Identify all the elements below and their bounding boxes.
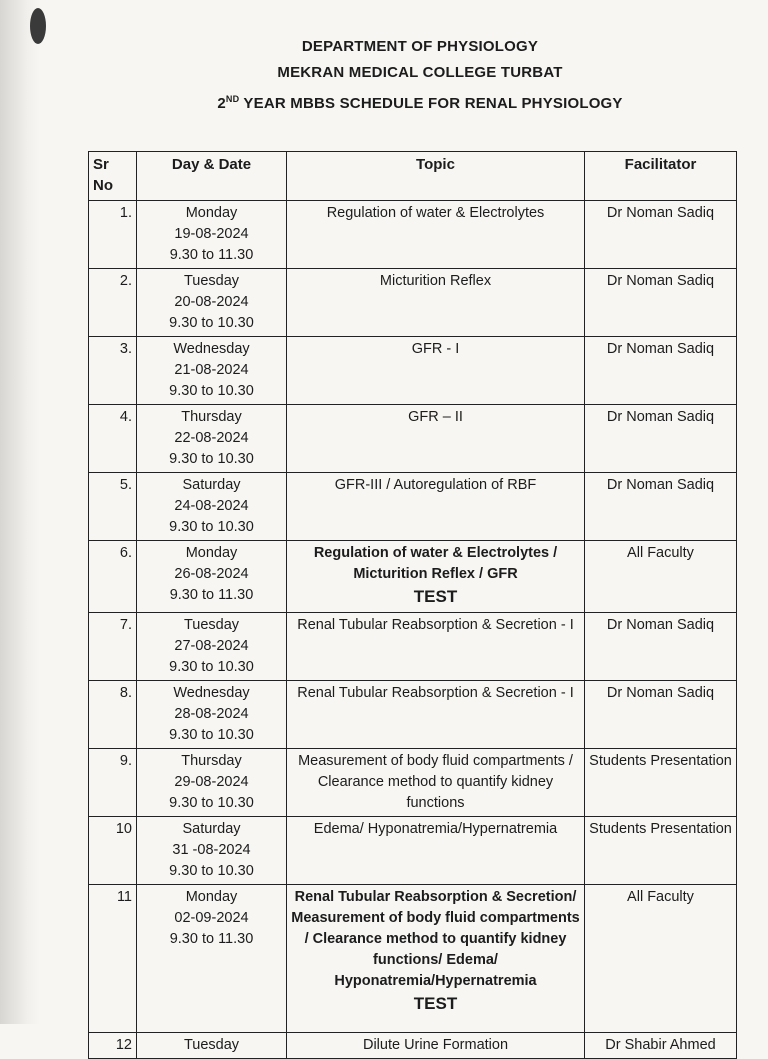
row-date: 31 -08-2024 <box>172 842 251 858</box>
row-topic-text: Renal Tubular Reabsorption & Secretion - I <box>297 617 574 633</box>
row-serial-number: 7. <box>89 613 137 681</box>
row-day: Thursday <box>181 753 242 769</box>
row-topic-text: Renal Tubular Reabsorption & Secretion/ Measurement of body fluid compartments / Clearance method to quantify kidney functions/ Edema/ Hyponatremia/Hypernatremia <box>291 889 580 989</box>
row-day-date <box>137 817 287 885</box>
row-topic <box>287 201 585 269</box>
row-serial-number: 2. <box>89 269 137 337</box>
row-time: 9.30 to 10.30 <box>169 863 254 879</box>
row-time: 9.30 to 10.30 <box>169 795 254 811</box>
row-topic <box>287 1033 585 1059</box>
table-row <box>89 1033 737 1059</box>
row-time: 9.30 to 10.30 <box>169 727 254 743</box>
binder-hole <box>30 8 46 44</box>
row-date: 28-08-2024 <box>174 706 249 722</box>
row-topic-text: GFR – II <box>408 409 463 425</box>
row-time: 9.30 to 11.30 <box>169 931 254 947</box>
row-date: 24-08-2024 <box>174 498 249 514</box>
table-row <box>89 201 737 269</box>
row-facilitator: Students Presentation <box>585 817 737 885</box>
table-row <box>89 885 737 1033</box>
row-day-date <box>137 613 287 681</box>
row-date: 22-08-2024 <box>174 430 249 446</box>
row-facilitator: Dr Noman Sadiq <box>585 681 737 749</box>
row-day-date <box>137 473 287 541</box>
row-date: 27-08-2024 <box>174 638 249 654</box>
row-day-date <box>137 405 287 473</box>
row-day: Monday <box>185 889 238 905</box>
row-facilitator: Dr Noman Sadiq <box>585 405 737 473</box>
row-day-date <box>137 541 287 613</box>
row-date: 21-08-2024 <box>174 362 249 378</box>
row-serial-number: 9. <box>89 749 137 817</box>
schedule-title: 2ND YEAR MBBS SCHEDULE FOR RENAL PHYSIOLOGY <box>217 94 623 112</box>
department-title: DEPARTMENT OF PHYSIOLOGY <box>301 38 539 55</box>
row-topic <box>287 613 585 681</box>
row-day-date <box>137 749 287 817</box>
table-row <box>89 269 737 337</box>
row-day: Wednesday <box>173 341 250 357</box>
row-facilitator: All Faculty <box>585 885 737 1033</box>
table-row <box>89 613 737 681</box>
table-row <box>89 337 737 405</box>
college-title: MEKRAN MEDICAL COLLEGE TURBAT <box>277 64 563 81</box>
row-day-date <box>137 337 287 405</box>
row-serial-number: 10 <box>89 817 137 885</box>
table-row <box>89 541 737 613</box>
row-time: 9.30 to 11.30 <box>169 247 254 263</box>
row-facilitator: Dr Noman Sadiq <box>585 613 737 681</box>
row-topic <box>287 541 585 613</box>
row-date: 20-08-2024 <box>174 294 249 310</box>
row-time: 9.30 to 10.30 <box>169 315 254 331</box>
row-topic <box>287 473 585 541</box>
row-facilitator: Students Presentation <box>585 749 737 817</box>
row-day: Wednesday <box>173 685 250 701</box>
row-serial-number: 11 <box>89 885 137 1033</box>
row-test-label: TEST <box>413 994 458 1013</box>
row-serial-number: 12 <box>89 1033 137 1059</box>
row-day: Tuesday <box>183 617 240 633</box>
row-facilitator: Dr Noman Sadiq <box>585 269 737 337</box>
row-day: Saturday <box>182 477 241 493</box>
row-topic <box>287 269 585 337</box>
row-serial-number: 4. <box>89 405 137 473</box>
row-date: 26-08-2024 <box>174 566 249 582</box>
column-header-facilitator: Facilitator <box>585 152 737 201</box>
row-topic-text: Measurement of body fluid compartments / Clearance method to quantify kidney functions <box>298 753 573 811</box>
row-topic-text: Edema/ Hyponatremia/Hypernatremia <box>313 821 558 837</box>
row-topic-text: Regulation of water & Electrolytes <box>326 205 545 221</box>
row-topic-text: GFR-III / Autoregulation of RBF <box>334 477 537 493</box>
row-time: 9.30 to 10.30 <box>169 659 254 675</box>
row-day: Thursday <box>181 409 242 425</box>
table-header-row <box>89 152 737 201</box>
row-time: 9.30 to 11.30 <box>169 587 254 603</box>
table-row <box>89 749 737 817</box>
row-topic-text: Dilute Urine Formation <box>362 1037 509 1053</box>
table-row <box>89 405 737 473</box>
row-topic-text: Regulation of water & Electrolytes / Micturition Reflex / GFR <box>313 545 558 582</box>
row-facilitator: Dr Noman Sadiq <box>585 337 737 405</box>
schedule-table <box>88 151 737 1059</box>
row-time: 9.30 to 10.30 <box>169 383 254 399</box>
row-time: 9.30 to 10.30 <box>169 451 254 467</box>
row-day-date <box>137 201 287 269</box>
row-serial-number: 6. <box>89 541 137 613</box>
column-header-sr: Sr No <box>89 152 137 201</box>
row-day-date <box>137 681 287 749</box>
row-topic-text: Micturition Reflex <box>379 273 492 289</box>
row-date: 19-08-2024 <box>174 226 249 242</box>
row-facilitator: Dr Noman Sadiq <box>585 201 737 269</box>
row-topic <box>287 405 585 473</box>
row-serial-number: 8. <box>89 681 137 749</box>
row-facilitator: Dr Noman Sadiq <box>585 473 737 541</box>
row-topic <box>287 885 585 1033</box>
document-header <box>100 34 740 117</box>
row-topic <box>287 749 585 817</box>
row-serial-number: 5. <box>89 473 137 541</box>
row-time: 9.30 to 10.30 <box>169 519 254 535</box>
row-day: Monday <box>185 205 238 221</box>
column-header-day: Day & Date <box>137 152 287 201</box>
row-day-date <box>137 269 287 337</box>
row-serial-number: 1. <box>89 201 137 269</box>
row-test-label: TEST <box>413 587 458 606</box>
table-row <box>89 681 737 749</box>
table-row <box>89 817 737 885</box>
row-topic <box>287 681 585 749</box>
row-day: Saturday <box>182 821 241 837</box>
row-topic-text: GFR - I <box>411 341 460 357</box>
row-topic <box>287 337 585 405</box>
row-topic <box>287 817 585 885</box>
row-serial-number: 3. <box>89 337 137 405</box>
row-topic-text: Renal Tubular Reabsorption & Secretion - I <box>297 685 574 701</box>
column-header-topic: Topic <box>287 152 585 201</box>
row-day: Tuesday <box>183 1037 240 1053</box>
row-day: Monday <box>185 545 238 561</box>
row-facilitator: All Faculty <box>585 541 737 613</box>
row-day: Tuesday <box>183 273 240 289</box>
page-edge-shadow <box>0 0 40 1024</box>
row-day-date <box>137 1033 287 1059</box>
table-row <box>89 473 737 541</box>
row-facilitator: Dr Shabir Ahmed <box>585 1033 737 1059</box>
row-date: 29-08-2024 <box>174 774 249 790</box>
row-day-date <box>137 885 287 1033</box>
row-date: 02-09-2024 <box>174 910 249 926</box>
